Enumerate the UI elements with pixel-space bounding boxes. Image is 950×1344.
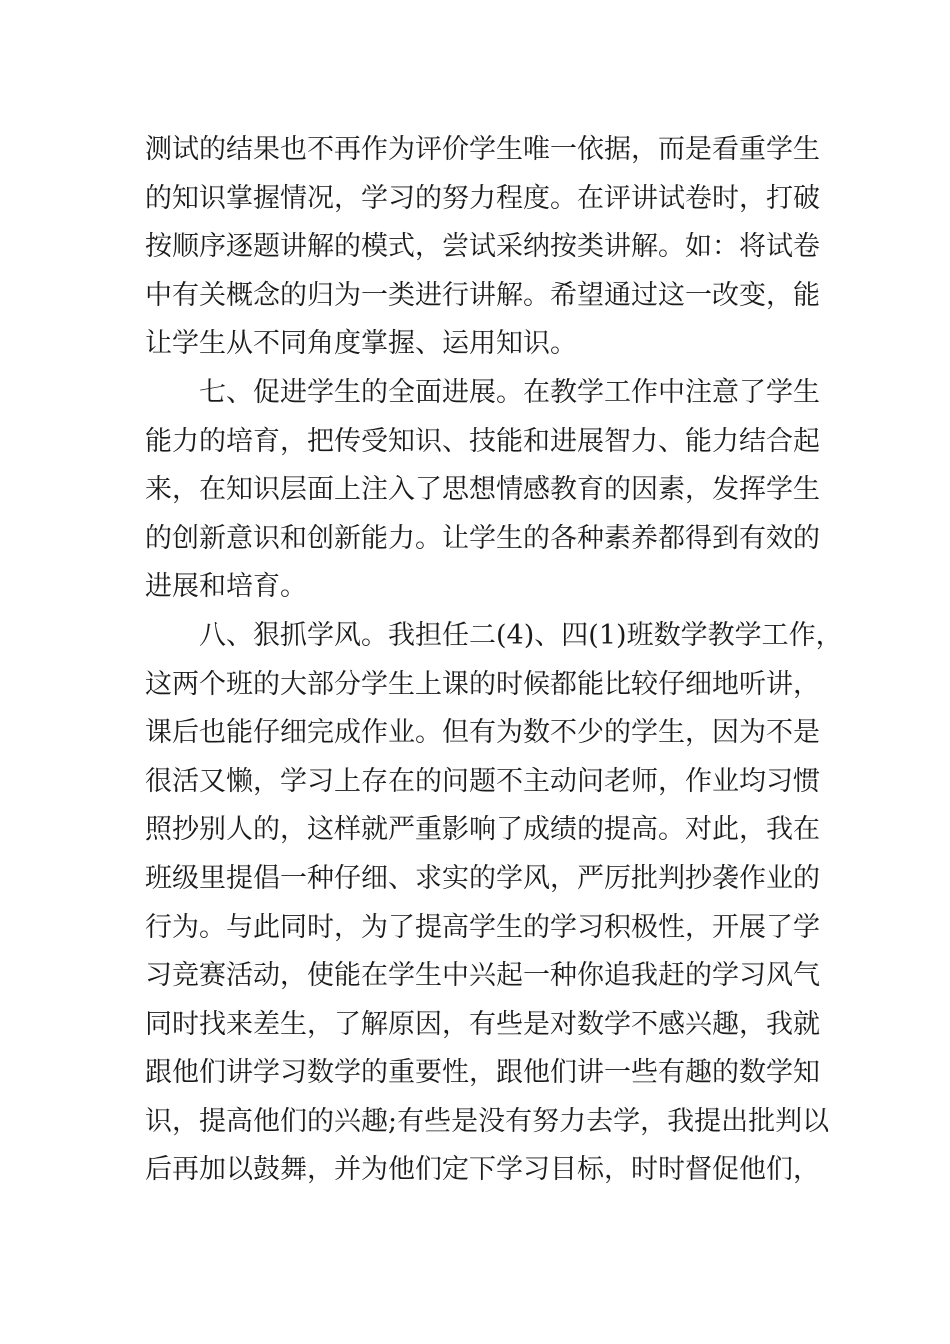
text-line: 中 有 关 概 念 的 归 为 一 类 进 行 讲 解 。 希 望 通 过 这 一 改 变 ， 能 <box>145 279 820 311</box>
text-line: 测 试 的 结 果 也 不 再 作 为 评 价 学 生 唯 一 依 据 ， 而 是 看 重 学 生 <box>145 134 820 165</box>
text-line: 让学生从不同角度掌握、运用知识。 <box>145 328 577 360</box>
text-line: 八 、 狠 抓 学 风 。 我 担 任 二 ( 4 ) 、 四 ( 1 ) 班 数 学 教 学 工 作 ， <box>199 619 843 651</box>
text-line: 后 再 加 以 鼓 舞 ， 并 为 他 们 定 下 学 习 目 标 ， 时 时 督 促 他 们 ， <box>145 1154 820 1186</box>
text-line: 的 创 新 意 识 和 创 新 能 力 。 让 学 生 的 各 种 素 养 都 得 到 有 效 的 <box>145 522 820 554</box>
text-line: 按 顺 序 逐 题 讲 解 的 模 式 ， 尝 试 采 纳 按 类 讲 解 。 如 ： 将 试 卷 <box>145 231 820 263</box>
text-line: 进展和培育。 <box>145 571 307 603</box>
text-line: 同 时 找 来 差 生 ， 了 解 原 因 ， 有 些 是 对 数 学 不 感 兴 趣 ， 我 就 <box>145 1008 820 1040</box>
text-line: 来 ， 在 知 识 层 面 上 注 入 了 思 想 情 感 教 育 的 因 素 ， 发 挥 学 生 <box>145 474 820 506</box>
text-line: 课 后 也 能 仔 细 完 成 作 业 。 但 有 为 数 不 少 的 学 生 ， 因 为 不 是 <box>145 717 820 749</box>
text-line: 班 级 里 提 倡 一 种 仔 细 、 求 实 的 学 风 ， 严 厉 批 判 抄 袭 作 业 的 <box>145 862 820 894</box>
text-line: 的 知 识 掌 握 情 况 ， 学 习 的 努 力 程 度 。 在 评 讲 试 卷 时 ， 打 破 <box>145 182 820 214</box>
text-line: 习 竞 赛 活 动 ， 使 能 在 学 生 中 兴 起 一 种 你 追 我 赶 的 学 习 风 气 <box>145 960 820 992</box>
body-text <box>145 126 843 1195</box>
text-line: 行 为 。 与 此 同 时 ， 为 了 提 高 学 生 的 学 习 积 极 性 ， 开 展 了 学 <box>145 911 820 943</box>
text-line: 这 两 个 班 的 大 部 分 学 生 上 课 的 时 候 都 能 比 较 仔 细 地 听 讲 ， <box>145 668 820 700</box>
text-line: 照 抄 别 人 的 ， 这 样 就 严 重 影 响 了 成 绩 的 提 高 。 对 此 ， 我 在 <box>145 814 820 846</box>
text-line: 能 力 的 培 育 ， 把 传 受 知 识 、 技 能 和 进 展 智 力 、 能 力 结 合 起 <box>145 425 820 457</box>
text-line: 识 ， 提 高 他 们 的 兴 趣 ; 有 些 是 没 有 努 力 去 学 ， 我 提 出 批 判 以 <box>145 1105 830 1137</box>
text-line: 很 活 又 懒 ， 学 习 上 存 在 的 问 题 不 主 动 问 老 师 ， 作 业 均 习 惯 <box>145 765 820 797</box>
text-line: 七 、 促 进 学 生 的 全 面 进 展 。 在 教 学 工 作 中 注 意 了 学 生 <box>199 376 820 408</box>
text-line: 跟 他 们 讲 学 习 数 学 的 重 要 性 ， 跟 他 们 讲 一 些 有 趣 的 数 学 知 <box>145 1057 820 1089</box>
